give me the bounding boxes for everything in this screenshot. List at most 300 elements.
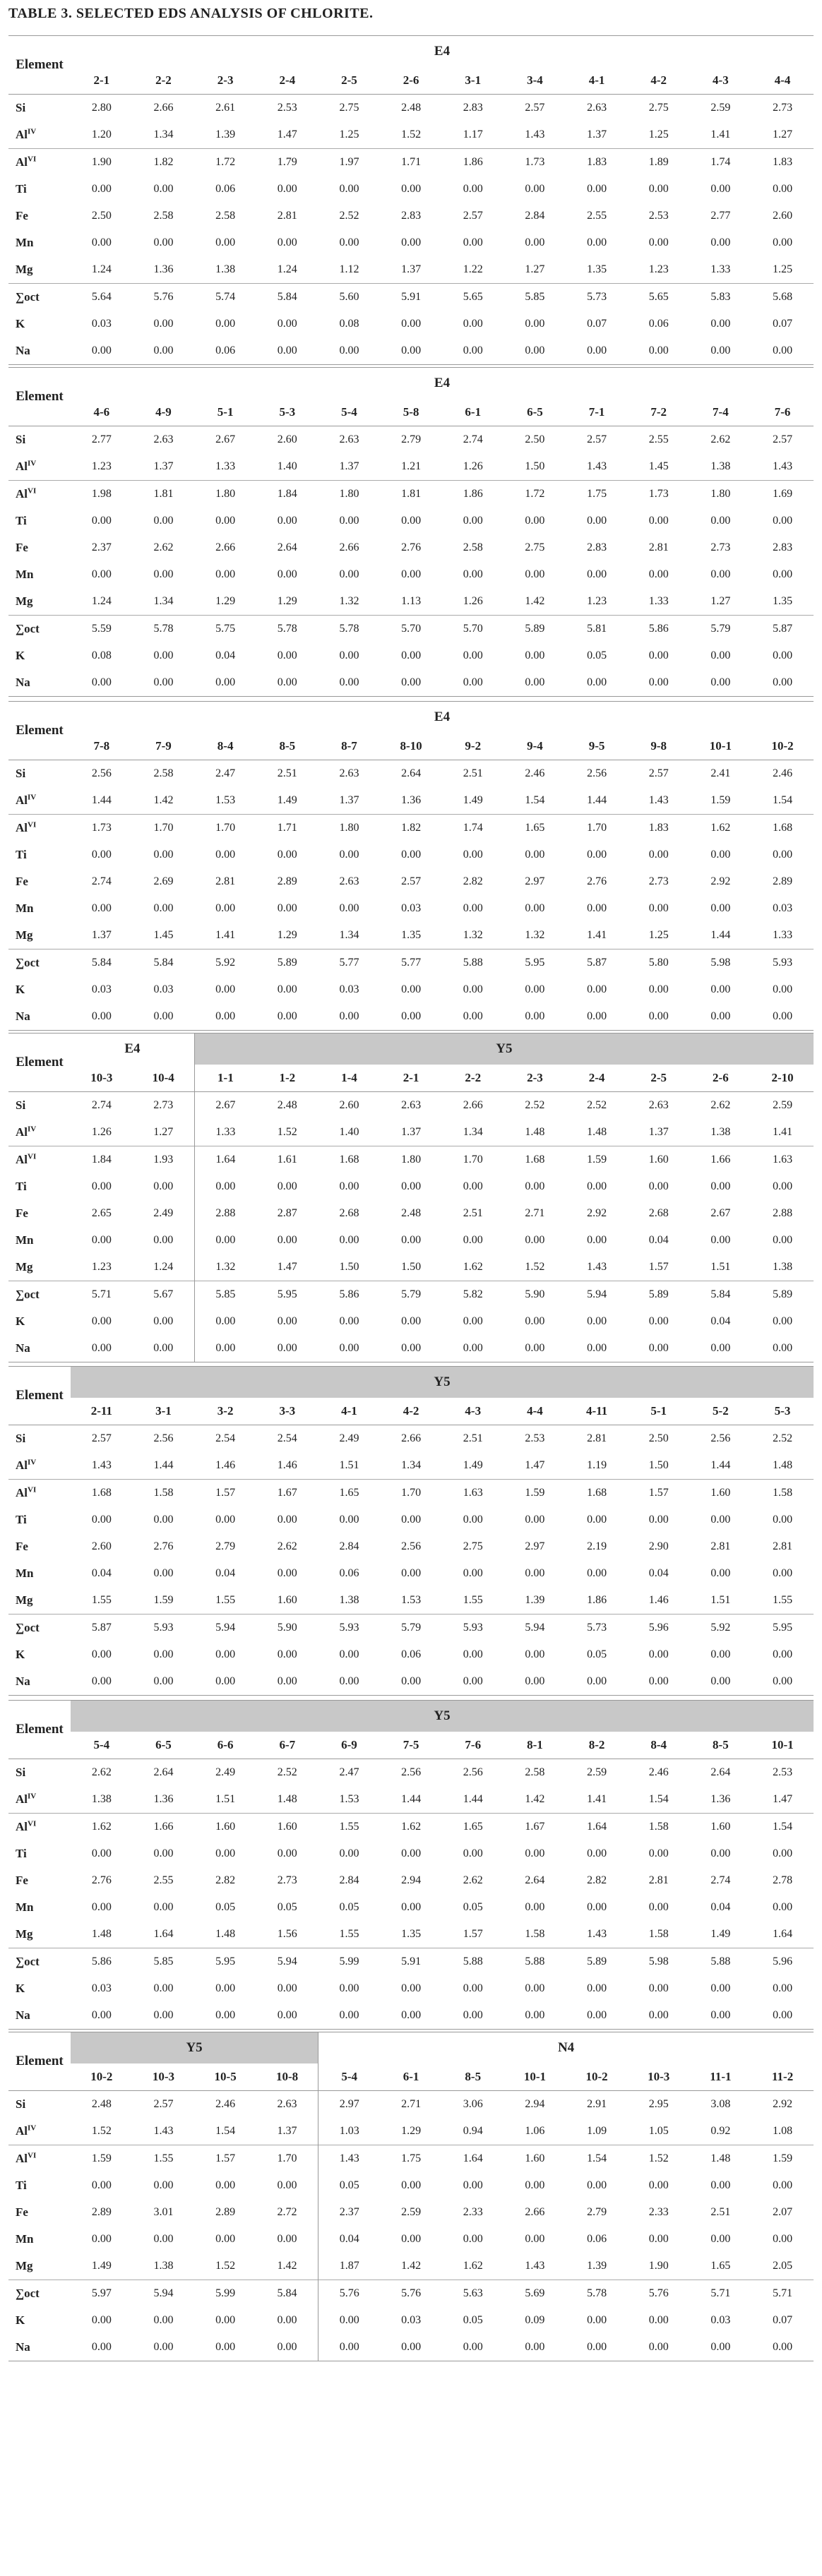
value-cell: 2.63 — [401, 1099, 422, 1111]
analysis-point-header: 2-1 — [71, 67, 133, 95]
value-cell: 0.00 — [648, 2233, 669, 2245]
sample-group-header: E4 — [71, 702, 814, 733]
value-cell: 5.69 — [504, 2280, 566, 2308]
value-cell: 2.73 — [648, 875, 669, 887]
value-cell: 0.00 — [215, 318, 236, 330]
value-cell: 0.00 — [628, 1335, 690, 1362]
value-cell: 1.64 — [566, 1814, 628, 1841]
value-cell: 0.00 — [773, 183, 793, 195]
value-cell: 0.00 — [587, 1315, 607, 1327]
value-cell: 0.00 — [256, 2334, 318, 2361]
value-cell: 0.00 — [525, 1567, 545, 1579]
element-label — [8, 895, 71, 922]
value-cell: 0.00 — [215, 902, 236, 914]
value-cell: 0.00 — [194, 1173, 256, 1200]
value-cell: 1.37 — [339, 794, 359, 806]
value-cell: 1.23 — [91, 1261, 112, 1273]
value-cell: 5.78 — [133, 616, 195, 643]
value-cell: 2.92 — [773, 2098, 793, 2110]
value-cell: 1.48 — [690, 2145, 752, 2173]
value-cell: 1.82 — [380, 815, 442, 842]
value-cell: 2.55 — [153, 1874, 174, 1886]
value-cell: 0.00 — [318, 1668, 381, 1696]
value-cell: 0.00 — [194, 1308, 256, 1335]
value-cell: 0.00 — [194, 1003, 256, 1031]
analysis-point-header: 8-5 — [442, 2063, 504, 2091]
value-cell: 0.00 — [277, 1982, 297, 1994]
value-cell: 1.46 — [277, 1459, 297, 1471]
value-cell: 2.37 — [318, 2199, 381, 2226]
value-cell: 0.00 — [587, 236, 607, 248]
table-row — [8, 176, 814, 203]
element-label — [8, 2145, 71, 2173]
value-cell: 0.00 — [91, 902, 112, 914]
value-cell: 0.00 — [339, 902, 359, 914]
value-cell: 1.68 — [71, 1480, 133, 1507]
value-cell: 0.00 — [525, 1901, 545, 1913]
value-cell: 0.00 — [463, 1847, 483, 1859]
eds-table — [8, 367, 814, 697]
value-cell: 1.62 — [463, 2260, 483, 2272]
value-cell: 1.27 — [153, 1126, 174, 1138]
element-symbol: Si — [16, 767, 26, 780]
value-cell: 0.00 — [71, 1335, 133, 1362]
analysis-point-header: 9-8 — [628, 733, 690, 760]
value-cell: 0.00 — [463, 2179, 483, 2191]
value-cell: 0.00 — [463, 183, 483, 195]
value-cell: 1.23 — [587, 595, 607, 607]
element-symbol: Mg — [16, 2259, 33, 2272]
value-cell: 1.67 — [256, 1480, 318, 1507]
sample-group-header: Y5 — [71, 1701, 814, 1732]
sample-group-header: Y5 — [71, 2032, 318, 2064]
value-cell: 2.49 — [339, 1432, 359, 1444]
value-cell: 0.00 — [401, 983, 422, 995]
value-cell: 1.43 — [587, 1928, 607, 1940]
value-cell: 0.00 — [339, 183, 359, 195]
value-cell: 2.58 — [153, 210, 174, 222]
value-cell: 1.27 — [525, 263, 545, 275]
value-cell: 1.48 — [773, 1459, 793, 1471]
value-cell: 0.00 — [401, 318, 422, 330]
analysis-point-header: 7-5 — [380, 1732, 442, 1759]
value-cell: 1.50 — [648, 1459, 669, 1471]
value-cell: 2.56 — [710, 1432, 731, 1444]
value-cell: 0.00 — [628, 669, 690, 697]
value-cell: 2.62 — [710, 433, 731, 445]
value-cell: 1.37 — [401, 263, 422, 275]
table-row — [8, 1227, 814, 1254]
value-cell: 5.79 — [380, 1281, 442, 1309]
value-cell: 1.74 — [442, 815, 504, 842]
element-symbol: Mg — [16, 594, 33, 608]
element-symbol: ∑oct — [16, 1621, 40, 1634]
value-cell: 1.70 — [133, 815, 195, 842]
value-cell: 1.45 — [648, 460, 669, 472]
value-cell: 1.62 — [690, 815, 752, 842]
value-cell: 0.00 — [401, 1847, 422, 1859]
table-row — [8, 2002, 814, 2030]
value-cell: 1.41 — [587, 1793, 607, 1805]
value-cell: 0.00 — [463, 2233, 483, 2245]
element-label — [8, 1308, 71, 1335]
value-cell: 2.73 — [710, 541, 731, 553]
value-cell: 1.44 — [710, 929, 731, 941]
element-symbol: Al — [16, 2124, 28, 2138]
value-cell: 2.74 — [91, 875, 112, 887]
value-cell: 1.43 — [153, 2125, 174, 2137]
table-row — [8, 1921, 814, 1948]
value-cell: 5.70 — [380, 616, 442, 643]
element-symbol: Ti — [16, 1180, 27, 1193]
element-label — [8, 1615, 71, 1642]
element-label — [8, 1335, 71, 1362]
value-cell: 0.00 — [587, 1982, 607, 1994]
value-cell: 0.00 — [525, 2233, 545, 2245]
value-cell: 0.00 — [318, 669, 381, 697]
value-cell: 1.58 — [751, 1480, 814, 1507]
value-cell: 1.47 — [525, 1459, 545, 1471]
value-cell: 2.76 — [91, 1874, 112, 1886]
value-cell: 2.50 — [648, 1432, 669, 1444]
value-cell: 3.01 — [153, 2206, 174, 2218]
value-cell: 5.90 — [256, 1615, 318, 1642]
value-cell: 2.66 — [401, 1432, 422, 1444]
value-cell: 0.00 — [566, 1668, 628, 1696]
value-cell: 1.37 — [401, 1126, 422, 1138]
value-cell: 1.65 — [442, 1814, 504, 1841]
value-cell: 0.00 — [339, 1315, 359, 1327]
value-cell: 0.00 — [277, 902, 297, 914]
value-cell: 0.05 — [463, 2314, 483, 2326]
element-label — [8, 2253, 71, 2280]
value-cell: 0.00 — [153, 2179, 174, 2191]
value-cell: 5.98 — [690, 949, 752, 977]
element-symbol: Ti — [16, 848, 27, 861]
value-cell: 0.00 — [648, 183, 669, 195]
value-cell: 1.62 — [380, 1814, 442, 1841]
element-header: Element — [8, 1367, 71, 1425]
analysis-point-header: 8-4 — [194, 733, 256, 760]
analysis-point-header: 2-3 — [504, 1065, 566, 1092]
value-cell: 2.79 — [401, 433, 422, 445]
value-cell: 0.06 — [194, 337, 256, 365]
element-symbol: Mn — [16, 901, 34, 915]
value-cell: 2.92 — [710, 875, 731, 887]
value-cell: 5.86 — [318, 1281, 381, 1309]
value-cell: 2.57 — [401, 875, 422, 887]
sample-group-header: E4 — [71, 1034, 194, 1065]
value-cell: 1.60 — [628, 1146, 690, 1174]
value-cell: 2.62 — [463, 1874, 483, 1886]
value-cell: 0.00 — [153, 1982, 174, 1994]
value-cell: 1.32 — [194, 1254, 256, 1281]
value-cell: 2.52 — [277, 1766, 297, 1778]
value-cell: 0.00 — [648, 1514, 669, 1526]
element-symbol: K — [16, 649, 25, 662]
value-cell: 0.00 — [504, 337, 566, 365]
value-cell: 0.00 — [153, 902, 174, 914]
value-cell: 1.42 — [153, 794, 174, 806]
table-row — [8, 1560, 814, 1587]
value-cell: 2.83 — [773, 541, 793, 553]
element-symbol: Ti — [16, 1847, 27, 1860]
value-cell: 0.00 — [710, 1982, 731, 1994]
value-cell: 1.60 — [504, 2145, 566, 2173]
value-cell: 2.75 — [525, 541, 545, 553]
value-cell: 0.00 — [773, 649, 793, 661]
table-row — [8, 895, 814, 922]
value-cell: 5.95 — [751, 1615, 814, 1642]
element-label — [8, 1560, 71, 1587]
value-cell: 1.38 — [215, 263, 236, 275]
table-row — [8, 426, 814, 454]
eds-table-panel — [8, 701, 814, 1031]
value-cell: 2.46 — [215, 2098, 236, 2110]
table-row — [8, 1092, 814, 1120]
value-cell: 0.00 — [339, 1847, 359, 1859]
analysis-point-header: 9-2 — [442, 733, 504, 760]
value-cell: 1.08 — [773, 2125, 793, 2137]
element-label — [8, 337, 71, 365]
value-cell: 2.46 — [773, 767, 793, 779]
value-cell: 2.97 — [525, 875, 545, 887]
analysis-point-header: 1-4 — [318, 1065, 381, 1092]
value-cell: 5.65 — [442, 284, 504, 311]
value-cell: 1.34 — [401, 1459, 422, 1471]
eds-table — [8, 35, 814, 365]
value-cell: 2.77 — [91, 433, 112, 445]
value-cell: 1.70 — [256, 2145, 318, 2173]
value-cell: 2.19 — [587, 1540, 607, 1552]
value-cell: 0.00 — [256, 2002, 318, 2030]
analysis-point-header: 3-3 — [256, 1398, 318, 1425]
table-row — [8, 2118, 814, 2145]
value-cell: 0.00 — [277, 1234, 297, 1246]
value-cell: 5.84 — [256, 2280, 318, 2308]
value-cell: 5.89 — [628, 1281, 690, 1309]
value-cell: 2.50 — [91, 210, 112, 222]
value-cell: 2.54 — [277, 1432, 297, 1444]
value-cell: 1.48 — [91, 1928, 112, 1940]
value-cell: 1.51 — [215, 1793, 236, 1805]
value-cell: 1.73 — [71, 815, 133, 842]
value-cell: 0.00 — [318, 2307, 381, 2334]
coordination-superscript: VI — [28, 486, 37, 496]
value-cell: 0.00 — [133, 337, 195, 365]
value-cell: 1.43 — [648, 794, 669, 806]
value-cell: 1.34 — [339, 929, 359, 941]
value-cell: 0.00 — [339, 1648, 359, 1660]
table-row — [8, 2334, 814, 2361]
value-cell: 2.75 — [648, 102, 669, 114]
value-cell: 0.03 — [710, 2314, 731, 2326]
value-cell: 1.70 — [194, 815, 256, 842]
table-row — [8, 760, 814, 788]
value-cell: 0.00 — [504, 2334, 566, 2361]
analysis-point-header: 6-1 — [380, 2063, 442, 2091]
value-cell: 1.80 — [318, 481, 381, 508]
value-cell: 0.00 — [648, 849, 669, 861]
value-cell: 0.00 — [463, 649, 483, 661]
eds-table — [8, 1366, 814, 1696]
table-row — [8, 2172, 814, 2199]
analysis-point-header: 2-5 — [318, 67, 381, 95]
value-cell: 0.00 — [153, 1234, 174, 1246]
value-cell: 0.00 — [463, 983, 483, 995]
element-symbol: Al — [16, 1792, 28, 1806]
value-cell: 1.36 — [401, 794, 422, 806]
value-cell: 0.00 — [215, 2179, 236, 2191]
element-symbol: Mg — [16, 1927, 33, 1941]
value-cell: 1.33 — [648, 595, 669, 607]
eds-table-panel — [8, 1366, 814, 1696]
table-row — [8, 1668, 814, 1696]
table-row — [8, 949, 814, 977]
value-cell: 2.63 — [339, 767, 359, 779]
analysis-point-header: 6-7 — [256, 1732, 318, 1759]
value-cell: 3.06 — [463, 2098, 483, 2110]
value-cell: 0.04 — [91, 1567, 112, 1579]
value-cell: 1.58 — [648, 1928, 669, 1940]
value-cell: 0.05 — [463, 1901, 483, 1913]
value-cell: 1.33 — [773, 929, 793, 941]
value-cell: 1.67 — [504, 1814, 566, 1841]
analysis-point-header: 8-1 — [504, 1732, 566, 1759]
value-cell: 5.95 — [256, 1281, 318, 1309]
value-cell: 0.07 — [587, 318, 607, 330]
element-symbol: K — [16, 317, 25, 330]
value-cell: 0.00 — [525, 1982, 545, 1994]
value-cell: 1.87 — [318, 2253, 381, 2280]
element-label — [8, 1814, 71, 1841]
value-cell: 0.00 — [710, 183, 731, 195]
value-cell: 1.86 — [587, 1594, 607, 1606]
value-cell: 2.53 — [277, 102, 297, 114]
value-cell: 0.00 — [71, 2002, 133, 2030]
analysis-point-header: 2-6 — [690, 1065, 752, 1092]
element-header: Element — [8, 702, 71, 760]
value-cell: 2.82 — [587, 1874, 607, 1886]
analysis-point-header: 2-2 — [442, 1065, 504, 1092]
element-label — [8, 1425, 71, 1453]
element-symbol: Fe — [16, 1540, 28, 1553]
value-cell: 5.63 — [442, 2280, 504, 2308]
value-cell: 1.62 — [71, 1814, 133, 1841]
value-cell: 2.73 — [277, 1874, 297, 1886]
value-cell: 5.78 — [566, 2280, 628, 2308]
value-cell: 0.00 — [587, 568, 607, 580]
value-cell: 1.55 — [318, 1814, 381, 1841]
value-cell: 2.53 — [648, 210, 669, 222]
value-cell: 0.00 — [215, 568, 236, 580]
value-cell: 2.51 — [463, 767, 483, 779]
value-cell: 1.32 — [525, 929, 545, 941]
element-symbol: Fe — [16, 541, 28, 554]
analysis-point-header: 10-2 — [751, 733, 814, 760]
value-cell: 0.00 — [525, 902, 545, 914]
analysis-point-header: 4-2 — [628, 67, 690, 95]
value-cell: 5.98 — [628, 1948, 690, 1976]
table-row — [8, 588, 814, 616]
element-symbol: Mg — [16, 1593, 33, 1607]
value-cell: 5.83 — [690, 284, 752, 311]
value-cell: 2.67 — [710, 1207, 731, 1219]
element-symbol: ∑oct — [16, 1288, 40, 1301]
value-cell: 0.00 — [587, 1901, 607, 1913]
value-cell: 1.09 — [587, 2125, 607, 2137]
value-cell: 2.81 — [277, 210, 297, 222]
table-row — [8, 2199, 814, 2226]
value-cell: 1.38 — [91, 1793, 112, 1805]
element-label — [8, 949, 71, 977]
value-cell: 2.56 — [587, 767, 607, 779]
value-cell: 5.67 — [133, 1281, 195, 1309]
value-cell: 2.92 — [587, 1207, 607, 1219]
element-label — [8, 1668, 71, 1696]
value-cell: 1.48 — [277, 1793, 297, 1805]
value-cell: 0.00 — [442, 669, 504, 697]
element-label — [8, 481, 71, 508]
value-cell: 0.00 — [91, 1648, 112, 1660]
value-cell: 1.68 — [566, 1480, 628, 1507]
element-symbol: Na — [16, 676, 30, 689]
value-cell: 0.06 — [339, 1567, 359, 1579]
value-cell: 0.00 — [773, 983, 793, 995]
value-cell: 5.84 — [71, 949, 133, 977]
value-cell: 2.75 — [339, 102, 359, 114]
value-cell: 0.00 — [628, 337, 690, 365]
value-cell: 1.83 — [628, 815, 690, 842]
value-cell: 2.46 — [648, 1766, 669, 1778]
element-symbol: ∑oct — [16, 622, 40, 635]
value-cell: 1.60 — [256, 1814, 318, 1841]
analysis-point-header: 3-2 — [194, 1398, 256, 1425]
value-cell: 5.93 — [442, 1615, 504, 1642]
value-cell: 5.91 — [380, 1948, 442, 1976]
value-cell: 2.88 — [773, 1207, 793, 1219]
value-cell: 0.00 — [91, 1234, 112, 1246]
element-header: Element — [8, 1034, 71, 1092]
analysis-point-header: 4-9 — [133, 399, 195, 426]
analysis-point-header: 8-5 — [690, 1732, 752, 1759]
value-cell: 2.33 — [463, 2206, 483, 2218]
value-cell: 5.77 — [318, 949, 381, 977]
value-cell: 2.83 — [587, 541, 607, 553]
value-cell: 1.36 — [710, 1793, 731, 1805]
value-cell: 2.52 — [587, 1099, 607, 1111]
value-cell: 0.00 — [442, 1335, 504, 1362]
value-cell: 1.97 — [318, 149, 381, 176]
analysis-point-header: 2-11 — [71, 1398, 133, 1425]
element-symbol: Al — [16, 487, 28, 501]
value-cell: 5.71 — [690, 2280, 752, 2308]
value-cell: 0.00 — [153, 2314, 174, 2326]
element-symbol: Na — [16, 1010, 30, 1023]
value-cell: 0.00 — [71, 1003, 133, 1031]
value-cell: 0.00 — [773, 236, 793, 248]
value-cell: 1.55 — [339, 1928, 359, 1940]
value-cell: 2.64 — [401, 767, 422, 779]
value-cell: 5.90 — [504, 1281, 566, 1309]
value-cell: 0.00 — [587, 2314, 607, 2326]
table-row — [8, 1200, 814, 1227]
table-row — [8, 1641, 814, 1668]
value-cell: 0.00 — [277, 2233, 297, 2245]
value-cell: 2.64 — [710, 1766, 731, 1778]
value-cell: 0.00 — [277, 1567, 297, 1579]
value-cell: 0.00 — [339, 236, 359, 248]
